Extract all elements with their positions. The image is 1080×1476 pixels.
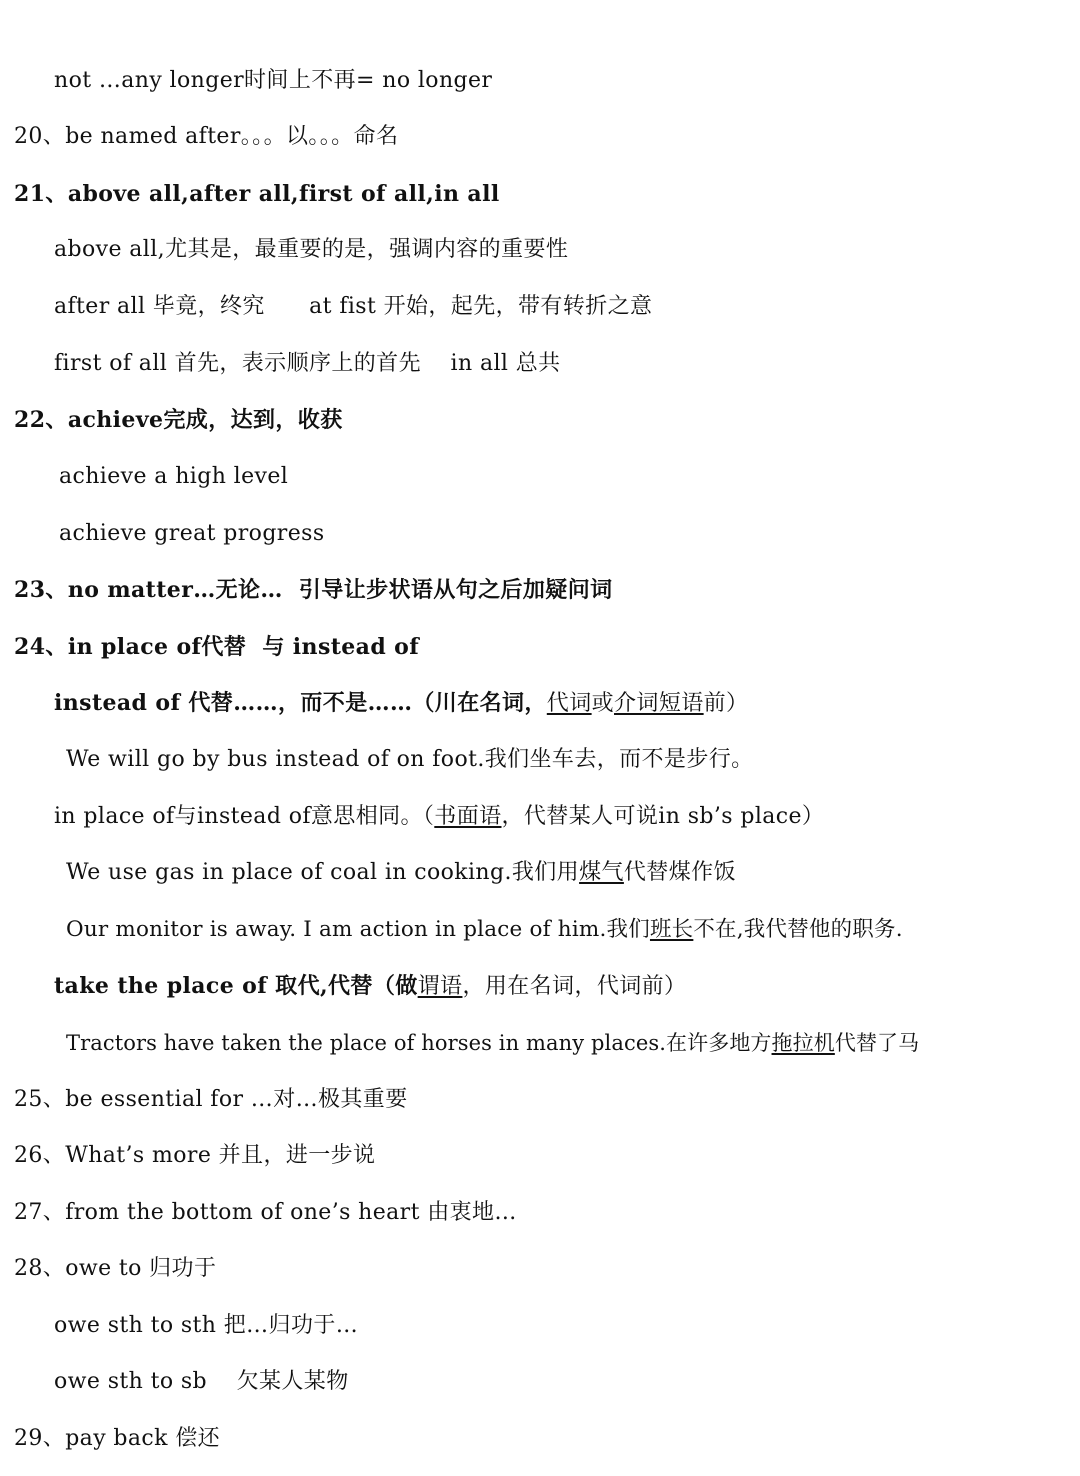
item-26: 26、What’s more 并且，进一步说 — [14, 1143, 376, 1168]
text-line: after all 毕竟，终究 at fist 开始，起先，带有转折之意 — [54, 294, 653, 319]
text-line — [54, 971, 686, 1002]
text-segment: ，用在名词，代词前） — [462, 974, 687, 999]
underlined-term: 书面语 — [434, 804, 502, 829]
example-line: achieve a high level — [59, 464, 289, 489]
example-line — [66, 915, 903, 945]
text-segment: Tractors have taken the place of horses in many places.在许多地方 — [66, 1031, 772, 1055]
text-segment: in place of与instead of意思相同。（ — [54, 804, 435, 829]
text-segment: take the place of 取代,代替（做 — [54, 973, 418, 999]
text-line: above all,尤其是，最重要的是，强调内容的重要性 — [54, 237, 569, 262]
item-29: 29、pay back 偿还 — [14, 1426, 221, 1451]
item-21: 21、above all,after all,first of all,in all — [14, 181, 500, 207]
text-line: first of all 首先，表示顺序上的首先 in all 总共 — [54, 351, 561, 376]
text-segment: 代替煤作饭 — [623, 860, 736, 885]
text-line: owe sth to sb 欠某人某物 — [54, 1369, 349, 1394]
example-line: achieve great progress — [59, 521, 325, 546]
underlined-term: 介词短语 — [614, 691, 704, 716]
item-27: 27、from the bottom of one’s heart 由衷地… — [14, 1200, 517, 1225]
item-22: 22、achieve完成，达到，收获 — [14, 407, 343, 433]
underlined-term: 班长 — [649, 917, 694, 942]
text-segment: 不在,我代替他的职务. — [693, 917, 903, 942]
text-line: not …any longer时间上不再= no longer — [54, 68, 493, 93]
item-24: 24、in place of代替 与 instead of — [14, 634, 420, 660]
underlined-term: 谓语 — [417, 974, 463, 999]
text-segment: Our monitor is away. I am action in place of him.我们 — [66, 917, 650, 942]
example-line — [66, 1028, 919, 1058]
text-line: owe sth to sth 把…归功于… — [54, 1313, 359, 1338]
item-20: 20、be named after。。。以。。。命名 — [14, 124, 399, 149]
example-line — [66, 858, 736, 888]
item-25: 25、be essential for …对…极其重要 — [14, 1087, 408, 1112]
text-segment: We use gas in place of coal in cooking.我们用 — [66, 860, 580, 885]
text-segment: 代替了马 — [834, 1031, 920, 1055]
underlined-term: 煤气 — [579, 860, 624, 885]
item-28: 28、owe to 归功于 — [14, 1256, 217, 1281]
text-line — [54, 688, 748, 719]
text-line — [54, 802, 824, 832]
underlined-term: 拖拉机 — [771, 1031, 835, 1055]
text-segment: 或 — [591, 691, 615, 716]
item-23: 23、no matter…无论… 引导让步状语从句之后加疑问词 — [14, 577, 613, 603]
text-segment: 前） — [703, 691, 749, 716]
example-line: We will go by bus instead of on foot.我们坐车去，而不是步行。 — [66, 747, 754, 772]
text-segment: ，代替某人可说in sb’s place） — [501, 804, 825, 829]
text-segment: instead of 代替……，而不是……（川在名词， — [54, 690, 547, 716]
underlined-term: 代词 — [546, 691, 592, 716]
